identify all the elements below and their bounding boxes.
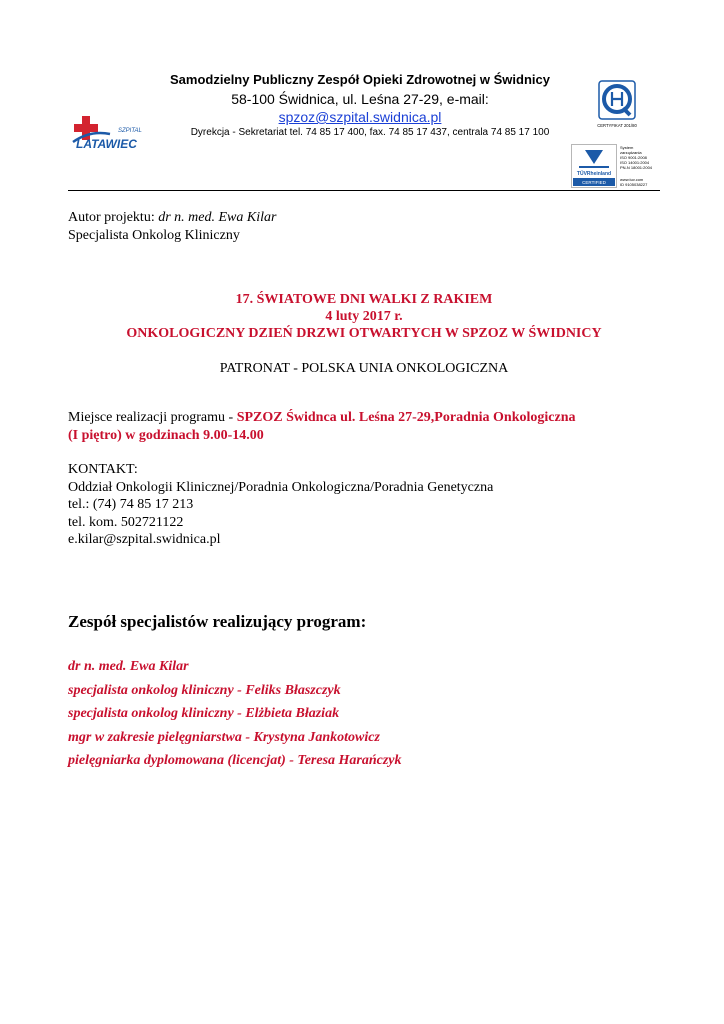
author-line (68, 209, 276, 227)
team-member: specjalista onkolog kliniczny - Elżbieta Błaziak (68, 706, 340, 721)
event-patronage: PATRONAT - POLSKA UNIA ONKOLOGICZNA (219, 361, 509, 376)
hospital-logo (70, 112, 150, 154)
place-line (68, 410, 576, 426)
institution-name: Samodzielny Publiczny Zespół Opieki Zdrowotnej w Świdnicy (170, 72, 550, 87)
tuv-brand: TÜVRheinland (576, 171, 612, 177)
institution-email-line (140, 109, 580, 125)
tuv-line-4: PN-N 18001:2004 (620, 165, 653, 170)
place-hours: (I piętro) w godzinach 9.00-14.00 (68, 428, 264, 443)
tuv-line-2: ISO 9001:2008 (620, 155, 647, 160)
event-subtitle: ONKOLOGICZNY DZIEŃ DRZWI OTWARTYCH W SPZOZ W ŚWIDNICY (126, 326, 602, 341)
tuv-url: www.tuv.com (620, 177, 644, 182)
institution-email-link[interactable]: spzoz@szpital.swidnica.pl (278, 109, 442, 125)
team-heading: Zespół specjalistów realizujący program: (68, 612, 367, 631)
team-member: mgr w zakresie pielęgniarstwa - Krystyna Jankotowicz (68, 729, 380, 745)
logo-small-text: SZPITAL (118, 128, 142, 134)
institution-address: 58-100 Świdnica, ul. Leśna 27-29, e-mail: (231, 91, 489, 107)
tuv-line-0: System (620, 145, 634, 150)
contact-phone: tel.: (74) 74 85 17 213 (68, 497, 194, 512)
institution-phones: Dyrekcja - Sekretariat tel. 74 85 17 400, fax. 74 85 17 437, centrala 74 85 17 100 (190, 127, 550, 138)
contact-department: Oddział Onkologii Klinicznej/Poradnia Onkologiczna/Poradnia Genetyczna (68, 479, 494, 495)
header-divider (68, 190, 660, 191)
quality-cert-logo (592, 80, 642, 130)
contact-email: e.kilar@szpital.swidnica.pl (68, 532, 221, 547)
author-specialty: Specjalista Onkolog Kliniczny (68, 228, 240, 243)
tuv-line-1: zarządzania (620, 150, 642, 155)
event-title: 17. ŚWIATOWE DNI WALKI Z RAKIEM (235, 292, 493, 307)
tuv-certified: CERTIFIED (582, 180, 606, 185)
contact-heading: KONTAKT: (68, 462, 138, 477)
team-member: dr n. med. Ewa Kilar (68, 659, 189, 674)
q-cert-caption: CERTYFIKAT 201/80 (597, 123, 637, 128)
contact-mobile: tel. kom. 502721122 (68, 514, 184, 530)
event-date: 4 luty 2017 r. (325, 309, 403, 324)
tuv-line-3: ISO 14001:2004 (620, 160, 650, 165)
logo-big-text: LATAWIEC (76, 137, 137, 151)
team-member: pielęgniarka dyplomowana (licencjat) - Teresa Harańczyk (68, 753, 402, 768)
place-label: Miejsce realizacji programu - (68, 410, 237, 425)
team-member: specjalista onkolog kliniczny - Feliks Błaszczyk (68, 682, 341, 698)
contact-block (68, 461, 493, 549)
team-list (68, 655, 402, 773)
tuv-id: ID 9105038227 (620, 182, 648, 187)
author-name: dr n. med. Ewa Kilar (158, 210, 277, 225)
tuv-cert-logo (571, 144, 659, 188)
author-label: Autor projektu: (68, 210, 159, 225)
place-value: SPZOZ Świdnca ul. Leśna 27-29,Poradnia Onkologiczna (236, 410, 576, 425)
